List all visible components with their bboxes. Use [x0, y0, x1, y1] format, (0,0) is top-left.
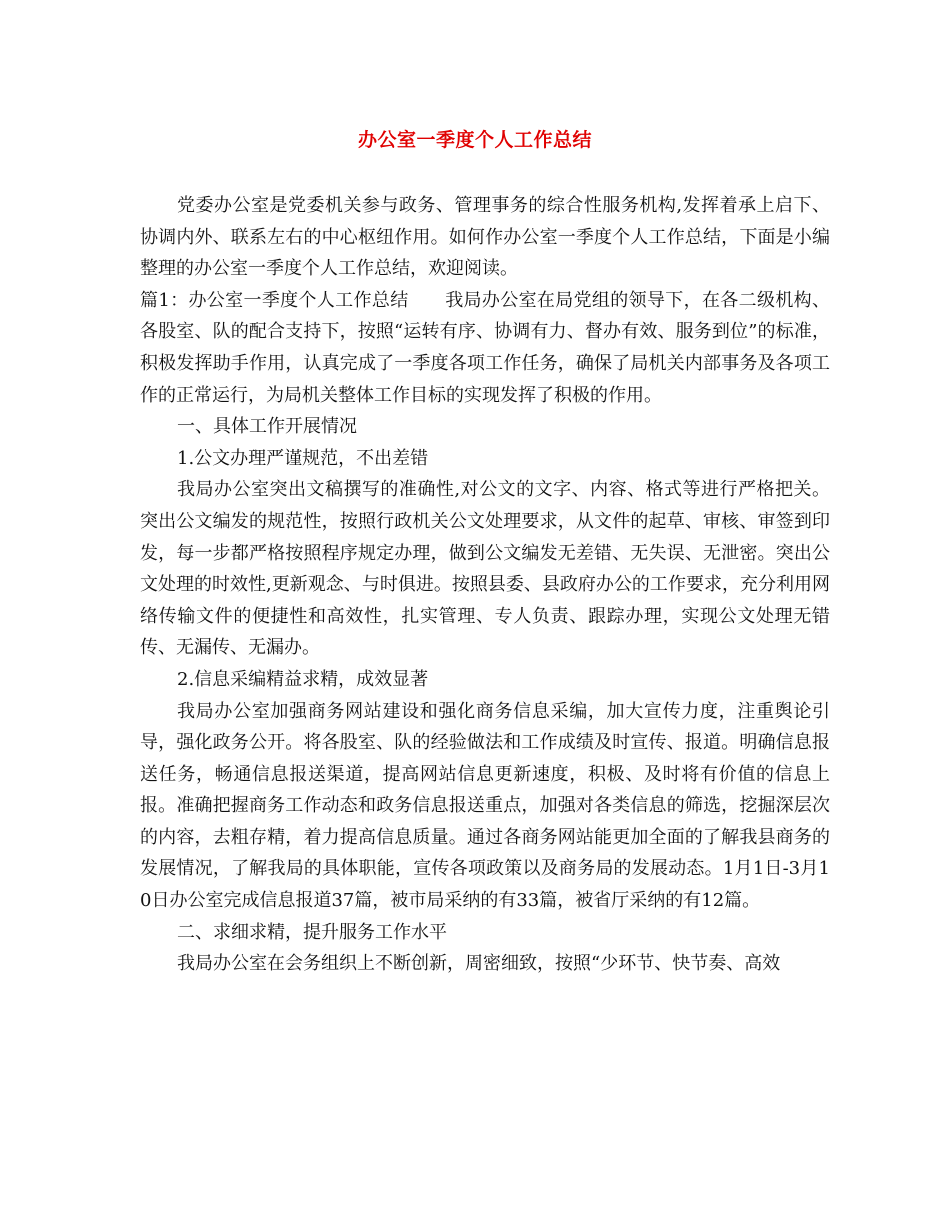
document-title: 办公室一季度个人工作总结 [357, 129, 592, 151]
subsection-2-body: 我局办公室加强商务网站建设和强化商务信息采编，加大宣传力度，注重舆论引导，强化政务公开。将各股室、队的经验做法和工作成绩及时宣传、报道。明确信息报送任务，畅通信息报送渠道，提高网站信息更新速度，积极、及时将有价值的信息上报。准确把握商务工作动态和政务信息报送重点，加强对各类信息的筛选，挖掘深层次的内容，去粗存精，着力提高信息质量。通过各商务网站能更加全面的了解我县商务的发展情况，了解我局的具体职能，宣传各项政策以及商务局的发展动态。1月1日-3月10日办公室完成信息报道37篇，被市局采纳的有33篇，被省厅采纳的有12篇。 [140, 700, 830, 912]
document-body [140, 190, 830, 980]
intro-paragraph: 党委办公室是党委机关参与政务、管理事务的综合性服务机构,发挥着承上启下、协调内外、联系左右的中心枢纽作用。如何作办公室一季度个人工作总结，下面是小编整理的办公室一季度个人工作总结，欢迎阅读。 [140, 195, 830, 280]
section-2-body: 我局办公室在会务组织上不断创新，周密细致，按照“少环节、快节奏、高效 [177, 953, 781, 975]
section-heading-2: 二、求细求精，提升服务工作水平 [177, 921, 447, 943]
subsection-1-body: 我局办公室突出文稿撰写的准确性,对公文的文字、内容、格式等进行严格把关。突出公文编发的规范性，按照行政机关公文处理要求，从文件的起草、审核、审签到印发，每一步都严格按照程序规定办理，做到公文编发无差错、无失误、无泄密。突出公文处理的时效性,更新观念、与时俱进。按照县委、县政府办公的工作要求，充分利用网络传输文件的便捷性和高效性，扎实管理、专人负责、跟踪办理，实现公文处理无错传、无漏传、无漏办。 [140, 479, 830, 659]
subsection-heading-2: 2.信息采编精益求精，成效显著 [177, 668, 429, 690]
subsection-heading-1: 1.公文办理严谨规范，不出差错 [177, 447, 429, 469]
part1-paragraph: 篇1：办公室一季度个人工作总结 我局办公室在局党组的领导下，在各二级机构、各股室、队的配合支持下，按照“运转有序、协调有力、督办有效、服务到位”的标准，积极发挥助手作用，认真完成了一季度各项工作任务，确保了局机关内部事务及各项工作的正常运行，为局机关整体工作目标的实现发挥了积极的作用。 [140, 289, 830, 406]
section-heading-1: 一、具体工作开展情况 [177, 416, 357, 438]
